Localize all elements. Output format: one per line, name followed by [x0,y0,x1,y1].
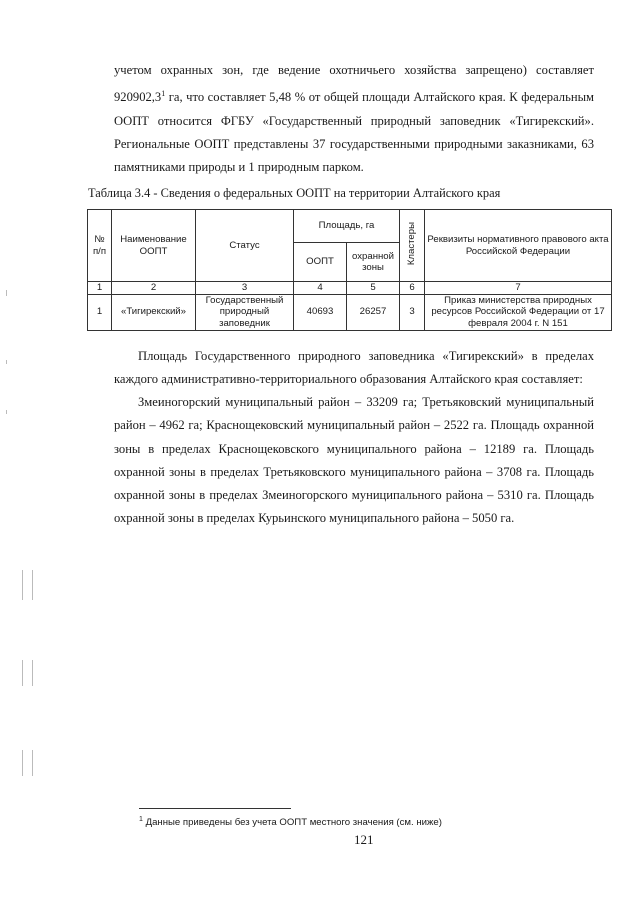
header-act: Реквизиты нормативного правового акта Российской Федерации [425,210,612,282]
cell-area-zone: 26257 [347,294,400,330]
scan-mark [6,410,7,414]
scan-mark [32,750,33,776]
cell-num: 1 [88,294,112,330]
scan-mark [32,570,33,600]
footnote-ref: 1 [161,89,166,99]
paragraph-intro-start: учетом охранных зон, где ведение охотничьего хозяйства запрещено) составляет 920902,3 [114,63,594,105]
footnote-text: Данные приведены без учета ООПТ местного значения (см. ниже) [142,817,442,829]
col-number: 5 [347,282,400,295]
scan-mark [6,290,7,296]
scan-mark [6,360,7,364]
footnote-mark: 1 [139,816,143,823]
col-number: 4 [294,282,347,295]
footnote-divider [139,808,291,809]
col-number: 2 [112,282,196,295]
header-num: № п/п [88,210,112,282]
header-clusters-cell [400,210,425,282]
paragraph-intro [114,59,594,180]
cell-area-ootp: 40693 [294,294,347,330]
table-caption: Таблица 3.4 - Сведения о федеральных ООПТ на территории Алтайского края [88,186,501,200]
header-status: Статус [196,210,294,282]
page-number: 121 [354,832,374,847]
header-clusters: Кластеры [406,222,418,266]
paragraph-area-intro: Площадь Государственного природного заповедника «Тигирекский» в пределах каждого административно-территориального образования Алтайского края составляет: [114,349,594,387]
header-area-zone: охранной зоны [347,243,400,282]
col-number: 6 [400,282,425,295]
scan-mark [22,570,23,600]
col-number: 7 [425,282,612,295]
header-area-ootp: ООПТ [294,243,347,282]
cell-status: Государственный природный заповедник [196,294,294,330]
scan-mark [22,660,23,686]
scan-mark [32,660,33,686]
header-name: Наименование ООПТ [112,210,196,282]
ootp-table [87,209,612,331]
cell-clusters: 3 [400,294,425,330]
table-col-numbers-row [88,282,612,295]
paragraph-intro-rest: га, что составляет 5,48 % от общей площади Алтайского края. К федеральным ООПТ относится ФГБУ «Государственный природный заповедник «Тигирекский». Региональные ООПТ представлены 37 государственными природными заказниками, 63 памятниками природы и 1 природным парком. [114,90,594,175]
col-number: 1 [88,282,112,295]
col-number: 3 [196,282,294,295]
cell-act: Приказ министерства природных ресурсов Российской Федерации от 17 февраля 2004 г. N 151 [425,294,612,330]
footnote [139,816,442,828]
cell-name: «Тигирекский» [112,294,196,330]
paragraph-area-details: Змеиногорский муниципальный район – 33209 га; Третьяковский муниципальный район – 4962 га; Краснощековский муниципальный район – 2522 га. Площадь охранной зоны в пределах Краснощековского муниципального района – 12189 га. Площадь охранной зоны в пределах Третьяковского муниципального района – 3708 га. Площадь охранной зоны в пределах Змеиногорского муниципального района – 5310 га. Площадь охранной зоны в пределах Курьинского муниципального района – 5050 га. [114,395,594,526]
table-row [88,294,612,330]
header-area: Площадь, га [294,210,400,243]
scan-mark [22,750,23,776]
